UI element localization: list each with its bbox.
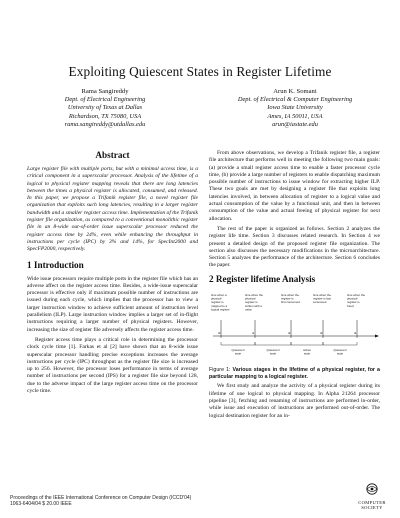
t-label-group xyxy=(218,331,357,335)
footer-line-2: 1063-6404/04 $ 20.00 IEEE xyxy=(10,501,72,508)
paper-title: Exploiting Quiescent States in Register Lifetime xyxy=(68,64,332,79)
author-institution: University of Texas at Dallas xyxy=(67,104,143,112)
top-label-group xyxy=(211,293,365,311)
interval-0 xyxy=(221,342,255,345)
abstract-heading: Abstract xyxy=(95,150,130,160)
top-label-4: time when the physical register is freed xyxy=(347,292,365,308)
intro-heading: 1 Introduction xyxy=(27,259,84,270)
logo-line-2: SOCIETY xyxy=(361,505,383,510)
author-name: Arun K. Somani xyxy=(273,88,317,95)
t-label-1: t1 xyxy=(252,330,255,335)
t-label-3: t3 xyxy=(320,330,323,335)
interval-1 xyxy=(255,342,291,345)
top-label-1: time when the physical register is written with a value xyxy=(245,292,263,312)
caption-title: Various stages in the lifetime of a physical register, for a particular mapping to a logical register. xyxy=(209,366,380,380)
page-footer xyxy=(10,495,191,508)
bottom-label-group xyxy=(231,348,346,356)
figure-1 xyxy=(209,290,380,364)
author-location: Ames, IA 50011, USA xyxy=(267,112,323,120)
right-column xyxy=(209,150,380,423)
abstract-text: Large register file with multiple ports, but with a minimal access time, is a critical component in a superscalar processor. Analysis of the lifetime of a logical to physical register mapping reveals that there are long latencies between the times a physical register is allocated, consumed, and released. In this paper, we propose a Trifanik register file, a novel register file organization that exploits such long latencies, resulting in a larger register bandwidth and a smaller register access time. Implementation of the Trifanik register file organization, as compared to a conventional monolithic register file in an 8-wide out-of-order issue superscalar processor reduced the register access time by 24%, even while enhancing the throughput in instructions per cycle (IPC) by 3% and 14%, for SpecInt2000 and SpecFP2000, respectively. xyxy=(27,166,198,253)
t-label-4: t4 xyxy=(354,330,357,335)
tick-group xyxy=(221,320,357,338)
interval-3 xyxy=(323,342,357,345)
author-email: rama.sangireddy@utdallas.edu xyxy=(64,120,146,128)
bottom-label-3: Quiescent state xyxy=(333,347,347,356)
author-1 xyxy=(10,88,200,129)
interval-brackets xyxy=(221,342,357,345)
left-column xyxy=(27,150,198,398)
logo-line-1: COMPUTER xyxy=(358,500,386,505)
interval-2 xyxy=(291,342,323,345)
right-paragraph-1: From above observations, we develop a Trifanik register file, a register file architecture that performs well in meeting the following two main goals: (a) provide a small register access time to enable a faster processor cycle time, (b) provide a large number of registers to enable dispatching maximum possible number of instructions to issue window for extracting higher ILP. These two goals are met by designing a register file that exploits long latencies involved, in between allocation of register to a logical value and actual consumption of the value by a functional unit, and then in between consumption of the value and actual freeing of physical register for next allocation. xyxy=(209,150,380,222)
figure-caption xyxy=(209,367,380,381)
author-dept: Dept. of Electrical & Computer Engineering xyxy=(237,96,353,104)
computer-society-logo xyxy=(356,482,388,510)
right-paragraph-3: We first study and analyze the activity of a physical register during its lifetime of one logical to physical mapping. In Alpha 21264 processor pipeline [3], fetching and renaming of instructions are performed in-order, while issue and execution of instructions are performed out-of-order. The logical destination register for an in- xyxy=(209,383,380,419)
author-block xyxy=(10,88,390,129)
top-label-2: time when the register is first consumed xyxy=(281,292,300,304)
bottom-label-1: Quiescent state xyxy=(266,347,280,356)
right-paragraph-2: The rest of the paper is organized as follows. Section 2 analyzes the register life time. Section 3 discusses related research. In Section 4 we present a detailed design of the proposed register file organization. The section also discusses the necessary modifications in the microarchitecture. Section 5 analyzes the performance of the architecture. Section 6 concludes the paper. xyxy=(209,225,380,269)
intro-paragraph-1: Wide issue processors require multiple ports in the register file which has an adverse affect on the register access time. Besides, a wide-issue superscalar processor is effective only if maximum possible number of instructions are issued during each cycle, which implies that the processor has to view a larger instruction window to achieve sufficient amount of instruction level parallelism (ILP). Large instruction window implies a larger set of in-flight instructions requiring a larger number of physical registers. However, increasing the size of register file adversely affects the register access time. xyxy=(27,275,198,333)
top-label-3: time when the register is last consumed xyxy=(313,292,331,304)
t-label-0: t0 xyxy=(218,330,221,335)
t-label-2: t2 xyxy=(288,330,291,335)
bottom-label-2: Active state xyxy=(303,347,311,356)
author-location: Richardson, TX 75080, USA xyxy=(68,112,142,120)
logo-mark-icon xyxy=(365,483,379,495)
author-dept: Dept. of Electrical Engineering xyxy=(64,96,146,104)
caption-prefix: Figure 1: xyxy=(209,366,233,373)
timeline-arrowhead xyxy=(375,334,379,337)
author-email: arun@iastate.edu xyxy=(272,120,318,128)
lifetime-diagram xyxy=(209,290,380,364)
author-institution: Iowa State University xyxy=(267,104,323,112)
section2-heading: 2 Register lifetime Analysis xyxy=(209,273,316,284)
bottom-label-0: Quiescent state xyxy=(231,347,245,356)
author-name: Rama Sangireddy xyxy=(81,88,129,95)
top-label-0: time when a physical register is mapped to a logical register xyxy=(211,292,230,312)
footer-line-1: Proceedings of the IEEE International Conference on Computer Design (ICCD'04) xyxy=(10,495,192,501)
author-2 xyxy=(200,88,390,129)
intro-paragraph-2: Register access time plays a critical role in determining the processor clock cycle time [1]. Farkas et al [2] have shown that an 8-wide issue superscalar processor handling precise exceptions increases the average instructions per cycle (IPC) throughput as the register file size is increased up to 256. However, the processor loses performance in terms of average number of instructions per second (IPS) for a register file size beyond 128, due to the adverse impact of the large register access time on the processor cycle time. xyxy=(27,336,198,395)
